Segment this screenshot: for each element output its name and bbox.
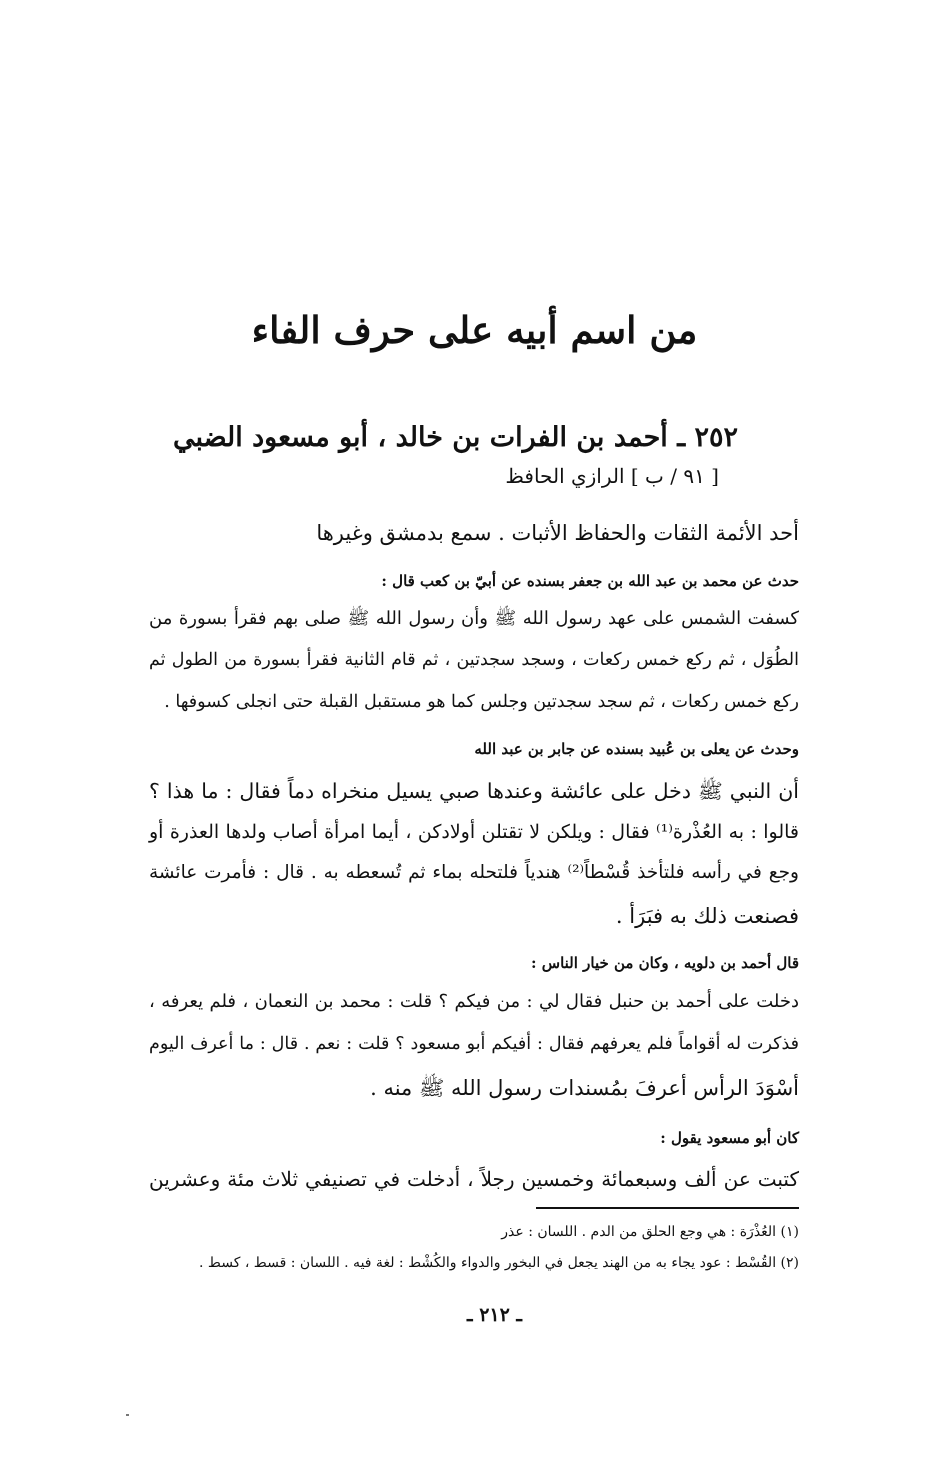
- narration-intro: قال أحمد بن دلويه ، وكان من خيار الناس :: [531, 954, 799, 972]
- footnote-divider: [536, 1207, 799, 1209]
- narration-intro: كان أبو مسعود يقول :: [660, 1129, 799, 1147]
- hadith-line: وجع في رأسه فلتأخذ قُسْطاً⁽²⁾ هندياً فلتحله بماء ثم تُسعطه به . قال : فأمرت عائشة: [149, 862, 799, 883]
- footnote: (٢) القُسْط : عود يجاء به من الهند يجعل في البخور والدواء والكُشْط : لغة فيه . اللسان : قسط ، كسط .: [199, 1255, 799, 1271]
- hadith-line: الطُوَل ، ثم ركع خمس ركعات ، وسجد سجدتين ، ثم قام الثانية فقرأ بسورة من الطول ثم: [149, 650, 799, 670]
- section-heading: من اسم أبيه على حرف الفاء: [251, 308, 698, 352]
- hadith-line: أن النبي ﷺ دخل على عائشة وعندها صبي يسيل منخراه دماً فقال : ما هذا ؟: [149, 779, 799, 803]
- isnad-line: وحدث عن يعلى بن عُبيد بسنده عن جابر بن عبد الله: [474, 740, 799, 758]
- narration-line: كتبت عن ألف وسبعمائة وخمسين رجلاً ، أدخلت في تصنيفي ثلاث مئة وعشرين: [149, 1167, 799, 1191]
- entry-title: ٢٥٢ ـ أحمد بن الفرات بن خالد ، أبو مسعود الضبي: [172, 422, 739, 453]
- hadith-line: كسفت الشمس على عهد رسول الله ﷺ وأن رسول الله ﷺ صلى بهم فقرأ بسورة من: [149, 608, 799, 629]
- scan-speck: [126, 1414, 129, 1416]
- page-number: ـ ٢١٢ ـ: [467, 1304, 522, 1326]
- hadith-line: ركع خمس ركعات ، ثم سجد سجدتين وجلس كما هو مستقبل القبلة حتى انجلى كسوفها .: [164, 692, 799, 712]
- hadith-line: فصنعت ذلك به فبَرَأ .: [615, 904, 799, 928]
- biography-line: أحد الأئمة الثقات والحفاظ الأثبات . سمع بدمشق وغيرها: [316, 521, 799, 545]
- hadith-line: قالوا : به العُذْرة⁽¹⁾ فقال : ويلكن لا تقتلن أولادكن ، أيما امرأة أصاب ولدها العذرة أو: [149, 821, 799, 843]
- footnote: (١) العُذْرَة : هي وجع الحلق من الدم . اللسان : عذر: [501, 1224, 799, 1240]
- narration-line: أسْوَدَ الرأس أعرفَ بمُسندات رسول الله ﷺ منه .: [370, 1076, 799, 1100]
- narration-line: فذكرت له أقواماً فلم يعرفهم فقال : أفيكم أبو مسعود ؟ قلت : نعم . قال : ما أعرف اليوم: [149, 1034, 799, 1054]
- narration-line: دخلت على أحمد بن حنبل فقال لي : من فيكم ؟ قلت : محمد بن النعمان ، فلم يعرفه ،: [149, 991, 799, 1012]
- entry-subtitle: [ ٩١ / ب ] الرازي الحافظ: [505, 464, 719, 488]
- isnad-line: حدث عن محمد بن عبد الله بن جعفر بسنده عن أبيّ بن كعب قال :: [381, 572, 799, 590]
